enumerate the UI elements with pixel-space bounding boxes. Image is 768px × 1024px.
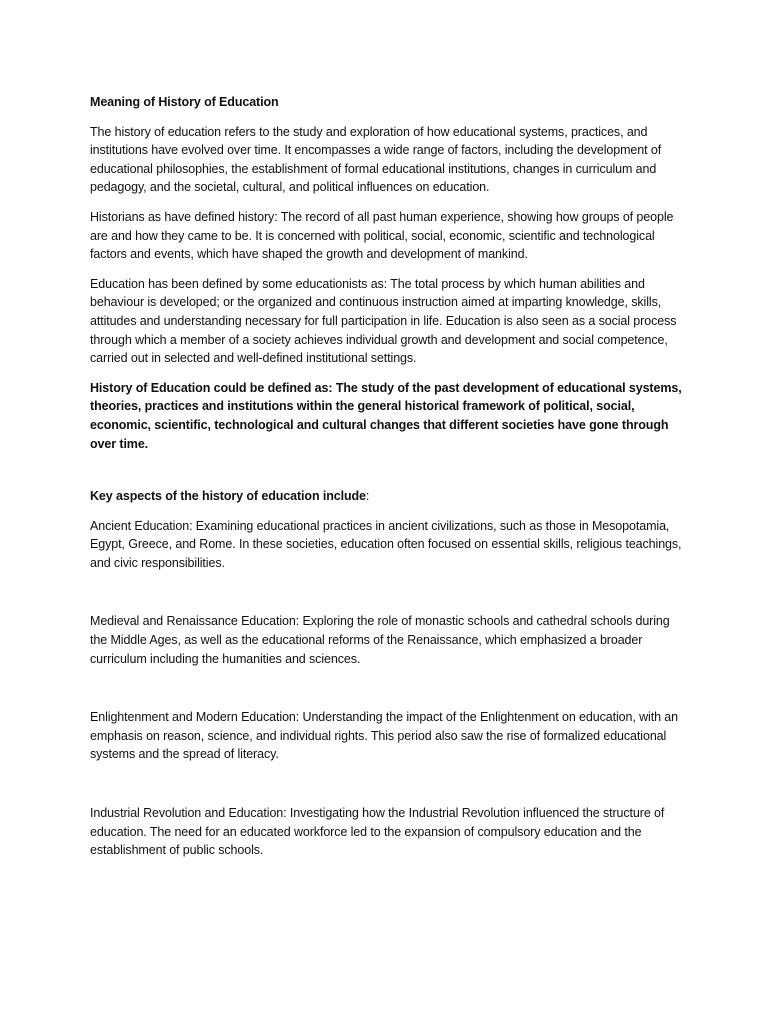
- aspect-medieval-renaissance-education: Medieval and Renaissance Education: Exploring the role of monastic schools and cathedral schools during the Middle Ages, as well as the educational reforms of the Renaissance, which emphasized a broader curriculum including the humanities and sciences.: [90, 614, 670, 666]
- paragraph-history-of-education-definition: History of Education could be defined as: The study of the past development of educational systems, theories, practices and institutions within the general historical framework of political, social, economic, scientific, technological and cultural changes that different societies have gone through over time.: [90, 380, 682, 451]
- aspect-ancient-education: Ancient Education: Examining educational practices in ancient civilizations, such as those in Mesopotamia, Egypt, Greece, and Rome. In these societies, education often focused on essential skills, religious teachings, and civic responsibilities.: [90, 518, 682, 570]
- paragraph-history-of-education: The history of education refers to the study and exploration of how educational systems, practices, and institutions have evolved over time. It encompasses a wide range of factors, including the development of educational philosophies, the establishment of formal educational institutions, changes in curriculum and pedagogy, and the societal, cultural, and political influences on education.: [90, 124, 662, 195]
- paragraph-historians-definition: Historians as have defined history: The record of all past human experience, showing how groups of people are and how they came to be. It is concerned with political, social, economic, scientific and technological factors and events, which have shaped the growth and development of mankind.: [90, 209, 674, 262]
- key-aspects-heading: [90, 487, 682, 506]
- aspect-industrial-revolution-education: Industrial Revolution and Education: Investigating how the Industrial Revolution influenced the structure of education. The need for an educated workforce led to the expansion of compulsory education and the establishment of public schools.: [90, 806, 665, 858]
- paragraph-education-definition: Education has been defined by some educationists as: The total process by which human abilities and behaviour is developed; or the organized and continuous instruction aimed at imparting knowledge, skills, attitudes and understanding necessary for full participation in life. Education is also seen as a social process through which a member of a society achieves individual growth and development and social competence, carried out in selected and well-defined institutional settings.: [90, 276, 677, 366]
- aspect-enlightenment-modern-education: Enlightenment and Modern Education: Understanding the impact of the Enlightenment on education, with an emphasis on reason, science, and individual rights. This period also saw the rise of formalized educational systems and the spread of literacy.: [90, 710, 679, 762]
- key-aspects-heading-colon: :: [365, 489, 370, 504]
- document-body: [90, 93, 682, 860]
- document-title: Meaning of History of Education: [90, 95, 279, 109]
- key-aspects-heading-text: Key aspects of the history of education include: [90, 489, 366, 504]
